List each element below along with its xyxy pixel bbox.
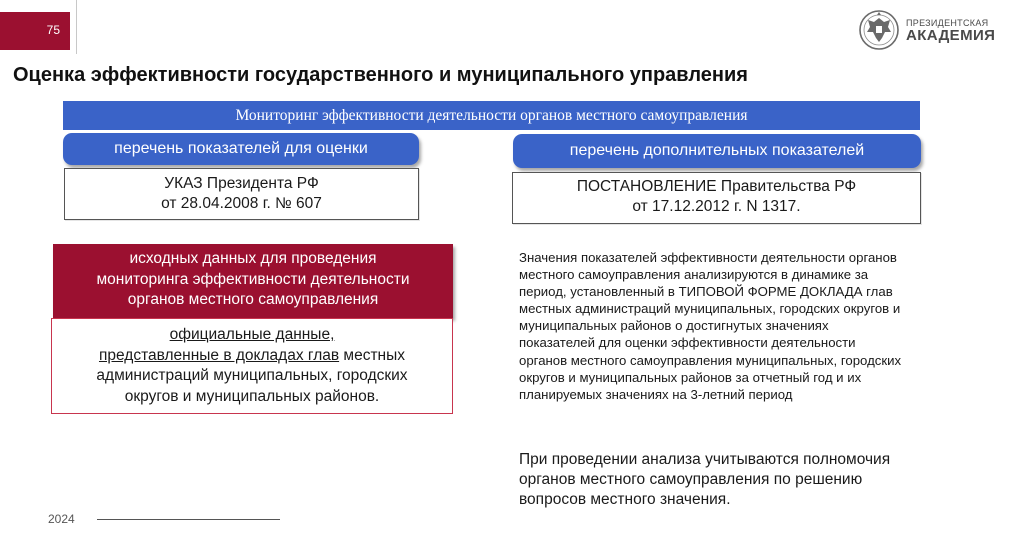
header-divider [76, 0, 77, 54]
official-line-4: округов и муниципальных районов. [124, 387, 380, 405]
source-line-3: органов местного самоуправления [127, 291, 379, 308]
paragraph-line: органов местного самоуправления по решению [519, 471, 863, 488]
double-headed-eagle-icon [858, 8, 900, 52]
paragraph-line: показателей для оценки эффективности деятельности [519, 335, 856, 351]
decree-date: от 28.04.2008 г. № 607 [161, 195, 322, 212]
presidential-decree-box [64, 168, 419, 220]
footer-year: 2024 [48, 512, 75, 526]
official-line-2 [52, 346, 452, 367]
monitoring-banner: Мониторинг эффективности деятельности органов местного самоуправления [63, 101, 920, 130]
paragraph-line: местных администраций муниципальных, городских округов и [519, 301, 901, 317]
source-line-2: мониторинга эффективности деятельности [96, 270, 410, 288]
paragraph-line: планируемых значениях на 3-летний период [519, 386, 793, 402]
paragraph-line: вопросов местного значения. [519, 491, 731, 508]
additional-indicators-label: перечень дополнительных показателей [513, 134, 921, 168]
official-line-3: администраций муниципальных, городских [96, 367, 408, 384]
resolution-date: от 17.12.2012 г. N 1317. [632, 198, 801, 215]
official-data-box [51, 318, 453, 414]
source-line-1: исходных данных для проведения [129, 250, 377, 267]
slide-number-badge [0, 12, 70, 50]
logo-line-1: ПРЕЗИДЕНТСКАЯ [906, 18, 989, 28]
paragraph-line: местного самоуправления анализируются в динамике за [519, 267, 869, 283]
government-resolution-box [512, 172, 921, 224]
footer-divider [97, 519, 280, 520]
page-title: Оценка эффективности государственного и муниципального управления [13, 64, 748, 86]
official-line-2-rest: местных [339, 346, 405, 364]
logo-text [906, 19, 995, 44]
slide-number: 75 [46, 23, 60, 37]
paragraph-line: органов местного самоуправления муниципальных, городских [519, 352, 902, 368]
paragraph-line: округов и муниципальных районов за отчетный год и их [519, 369, 862, 385]
indicators-list-label: перечень показателей для оценки [63, 133, 419, 165]
powers-consideration-paragraph [519, 450, 989, 510]
logo-line-2: АКАДЕМИЯ [906, 27, 996, 45]
decree-title: УКАЗ Президента РФ [164, 175, 319, 192]
official-line-2-underlined: представленные в докладах глав [98, 346, 340, 364]
paragraph-line: При проведении анализа учитываются полномочия [519, 451, 891, 468]
dynamics-analysis-paragraph [519, 249, 999, 403]
official-line-1: официальные данные, [169, 326, 335, 343]
paragraph-line: Значения показателей эффективности деятельности органов [519, 250, 897, 265]
paragraph-line: период, установленный в ТИПОВОЙ ФОРМЕ ДОКЛАДА глав [519, 284, 893, 300]
source-data-box [53, 244, 453, 318]
paragraph-line: муниципальных районов о достигнутых значениях [519, 318, 829, 334]
resolution-title: ПОСТАНОВЛЕНИЕ Правительства РФ [576, 178, 857, 195]
academy-logo [858, 8, 1008, 58]
